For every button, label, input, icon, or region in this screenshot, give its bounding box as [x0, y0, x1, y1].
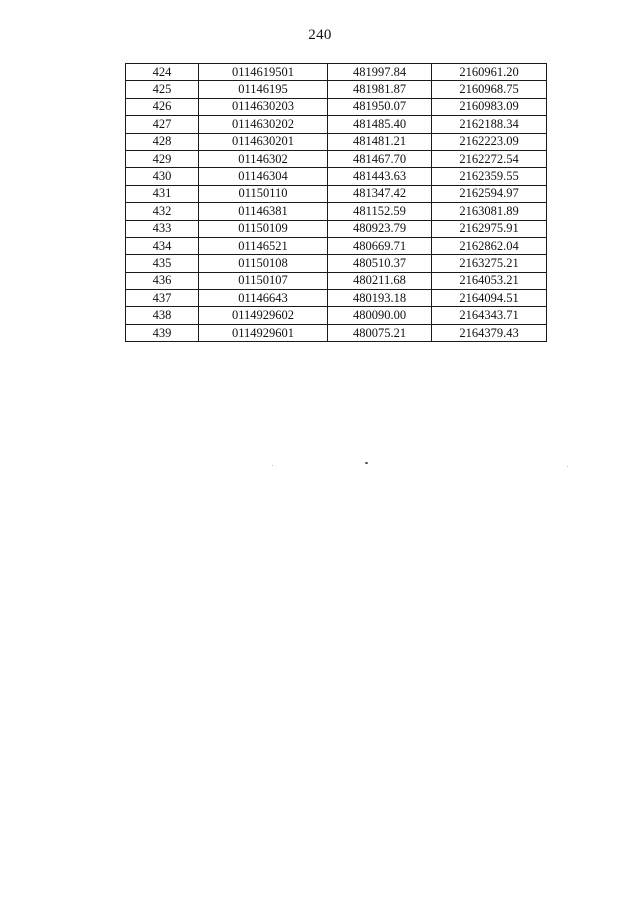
- point-number-cell: 435: [126, 255, 199, 272]
- table-row: [126, 220, 547, 237]
- parcel-id-cell: 01150110: [199, 185, 328, 202]
- x-coordinate-cell: 480211.68: [328, 272, 432, 289]
- table-row: [126, 324, 547, 341]
- point-number-cell: 427: [126, 116, 199, 133]
- point-number-cell: 433: [126, 220, 199, 237]
- x-coordinate-cell: 481950.07: [328, 98, 432, 115]
- x-coordinate-cell: 480075.21: [328, 324, 432, 341]
- point-number-cell: 434: [126, 237, 199, 254]
- y-coordinate-cell: 2162862.04: [432, 237, 547, 254]
- table-row: [126, 168, 547, 185]
- point-number-cell: 428: [126, 133, 199, 150]
- table-row: [126, 81, 547, 98]
- x-coordinate-cell: 480193.18: [328, 290, 432, 307]
- y-coordinate-cell: 2163081.89: [432, 203, 547, 220]
- point-number-cell: 436: [126, 272, 199, 289]
- x-coordinate-cell: 480510.37: [328, 255, 432, 272]
- y-coordinate-cell: 2163275.21: [432, 255, 547, 272]
- page-number: 240: [308, 27, 332, 43]
- parcel-id-cell: 01146195: [199, 81, 328, 98]
- point-number-cell: 424: [126, 64, 199, 81]
- parcel-id-cell: 01146304: [199, 168, 328, 185]
- scan-speck: [272, 465, 273, 466]
- table-row: [126, 272, 547, 289]
- y-coordinate-cell: 2164379.43: [432, 324, 547, 341]
- table-row: [126, 64, 547, 81]
- scan-speck: [567, 466, 568, 467]
- y-coordinate-cell: 2162223.09: [432, 133, 547, 150]
- parcel-id-cell: 0114929602: [199, 307, 328, 324]
- table-row: [126, 116, 547, 133]
- x-coordinate-cell: 480923.79: [328, 220, 432, 237]
- y-coordinate-cell: 2164094.51: [432, 290, 547, 307]
- parcel-id-cell: 01146521: [199, 237, 328, 254]
- x-coordinate-cell: 480669.71: [328, 237, 432, 254]
- coordinates-table-body: [126, 64, 547, 342]
- parcel-id-cell: 0114630202: [199, 116, 328, 133]
- x-coordinate-cell: 481485.40: [328, 116, 432, 133]
- coordinates-table: [125, 63, 547, 342]
- y-coordinate-cell: 2162272.54: [432, 150, 547, 167]
- y-coordinate-cell: 2160968.75: [432, 81, 547, 98]
- table-row: [126, 237, 547, 254]
- parcel-id-cell: 01150109: [199, 220, 328, 237]
- table-row: [126, 290, 547, 307]
- point-number-cell: 426: [126, 98, 199, 115]
- table-row: [126, 185, 547, 202]
- table-row: [126, 307, 547, 324]
- x-coordinate-cell: 481347.42: [328, 185, 432, 202]
- y-coordinate-cell: 2160983.09: [432, 98, 547, 115]
- x-coordinate-cell: 480090.00: [328, 307, 432, 324]
- y-coordinate-cell: 2162359.55: [432, 168, 547, 185]
- point-number-cell: 438: [126, 307, 199, 324]
- point-number-cell: 432: [126, 203, 199, 220]
- parcel-id-cell: 0114630203: [199, 98, 328, 115]
- point-number-cell: 431: [126, 185, 199, 202]
- point-number-cell: 425: [126, 81, 199, 98]
- y-coordinate-cell: 2162188.34: [432, 116, 547, 133]
- y-coordinate-cell: 2160961.20: [432, 64, 547, 81]
- point-number-cell: 430: [126, 168, 199, 185]
- x-coordinate-cell: 481481.21: [328, 133, 432, 150]
- x-coordinate-cell: 481997.84: [328, 64, 432, 81]
- scan-speck: [365, 462, 368, 464]
- point-number-cell: 429: [126, 150, 199, 167]
- x-coordinate-cell: 481981.87: [328, 81, 432, 98]
- table-row: [126, 98, 547, 115]
- y-coordinate-cell: 2162975.91: [432, 220, 547, 237]
- x-coordinate-cell: 481443.63: [328, 168, 432, 185]
- x-coordinate-cell: 481152.59: [328, 203, 432, 220]
- table-row: [126, 255, 547, 272]
- parcel-id-cell: 01146381: [199, 203, 328, 220]
- parcel-id-cell: 01146643: [199, 290, 328, 307]
- y-coordinate-cell: 2164053.21: [432, 272, 547, 289]
- parcel-id-cell: 0114630201: [199, 133, 328, 150]
- parcel-id-cell: 0114929601: [199, 324, 328, 341]
- point-number-cell: 439: [126, 324, 199, 341]
- table-row: [126, 150, 547, 167]
- parcel-id-cell: 0114619501: [199, 64, 328, 81]
- table-row: [126, 203, 547, 220]
- y-coordinate-cell: 2164343.71: [432, 307, 547, 324]
- point-number-cell: 437: [126, 290, 199, 307]
- parcel-id-cell: 01150108: [199, 255, 328, 272]
- parcel-id-cell: 01150107: [199, 272, 328, 289]
- x-coordinate-cell: 481467.70: [328, 150, 432, 167]
- parcel-id-cell: 01146302: [199, 150, 328, 167]
- y-coordinate-cell: 2162594.97: [432, 185, 547, 202]
- table-row: [126, 133, 547, 150]
